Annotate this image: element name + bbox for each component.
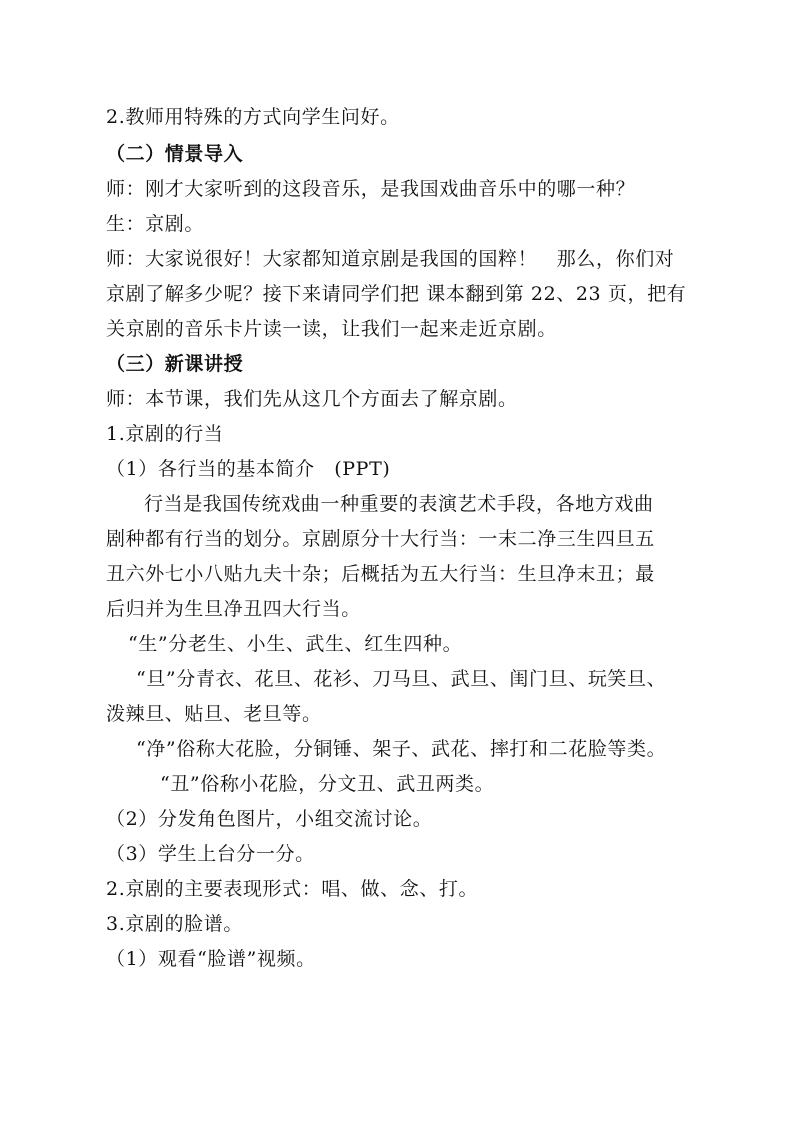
list-subitem-watch-video: （1）观看“脸谱”视频。 (106, 948, 316, 970)
text-line-lesson-aspects: 师：本节课，我们先从这几个方面去了解京剧。 (106, 388, 518, 410)
list-subitem-role-intro: （1）各行当的基本简介 (PPT) (106, 458, 391, 480)
text-line-sheng: “生”分老生、小生、武生、红生四种。 (128, 633, 463, 655)
paragraph-roles-line-1: 行当是我国传统戏曲一种重要的表演艺术手段，各地方戏曲 (144, 493, 654, 515)
paragraph-roles-line-3: 丑六外七小八贴九夫十杂；后概括为五大行当：生旦净末丑；最 (106, 563, 655, 585)
text-line-teacher-praise: 师：大家说很好！大家都知道京剧是我国的国粹！ 那么，你们对 (106, 248, 675, 270)
text-line-chou: “丑”俗称小花脸，分文丑、武丑两类。 (160, 773, 495, 795)
text-line-dan: “旦”分青衣、花旦、花衫、刀马旦、武旦、闺门旦、玩笑旦、 (136, 668, 667, 690)
list-item-roles: 1.京剧的行当 (106, 423, 224, 445)
list-subitem-student-sorting: （3）学生上台分一分。 (106, 843, 315, 865)
text-line-teacher-question: 师：刚才大家听到的这段音乐，是我国戏曲音乐中的哪一种？ (106, 178, 636, 200)
text-line-dan-continued: 泼辣旦、贴旦、老旦等。 (106, 703, 322, 725)
section-heading-new-lesson: （三）新课讲授 (106, 353, 244, 375)
list-item-facial-makeup: 3.京剧的脸谱。 (106, 913, 243, 935)
text-line-greeting: 2.教师用特殊的方式向学生问好。 (106, 106, 400, 128)
text-line-textbook-page: 京剧了解多少呢？接下来请同学们把 课本翻到第 22、23 页，把有 (106, 283, 687, 305)
text-line-jing: “净”俗称大花脸，分铜锤、架子、武花、摔打和二花脸等类。 (136, 738, 667, 760)
paragraph-roles-line-2: 剧种都有行当的划分。京剧原分十大行当：一末二净三生四旦五 (106, 528, 655, 550)
paragraph-roles-line-4: 后归并为生旦净丑四大行当。 (106, 598, 361, 620)
section-heading-scene-intro: （二）情景导入 (106, 143, 244, 165)
text-line-student-answer: 生：京剧。 (106, 213, 205, 235)
text-line-music-card: 关京剧的音乐卡片读一读，让我们一起来走近京剧。 (106, 318, 557, 340)
list-item-performance-forms: 2.京剧的主要表现形式：唱、做、念、打。 (106, 878, 479, 900)
list-subitem-group-discussion: （2）分发角色图片，小组交流讨论。 (106, 808, 433, 830)
